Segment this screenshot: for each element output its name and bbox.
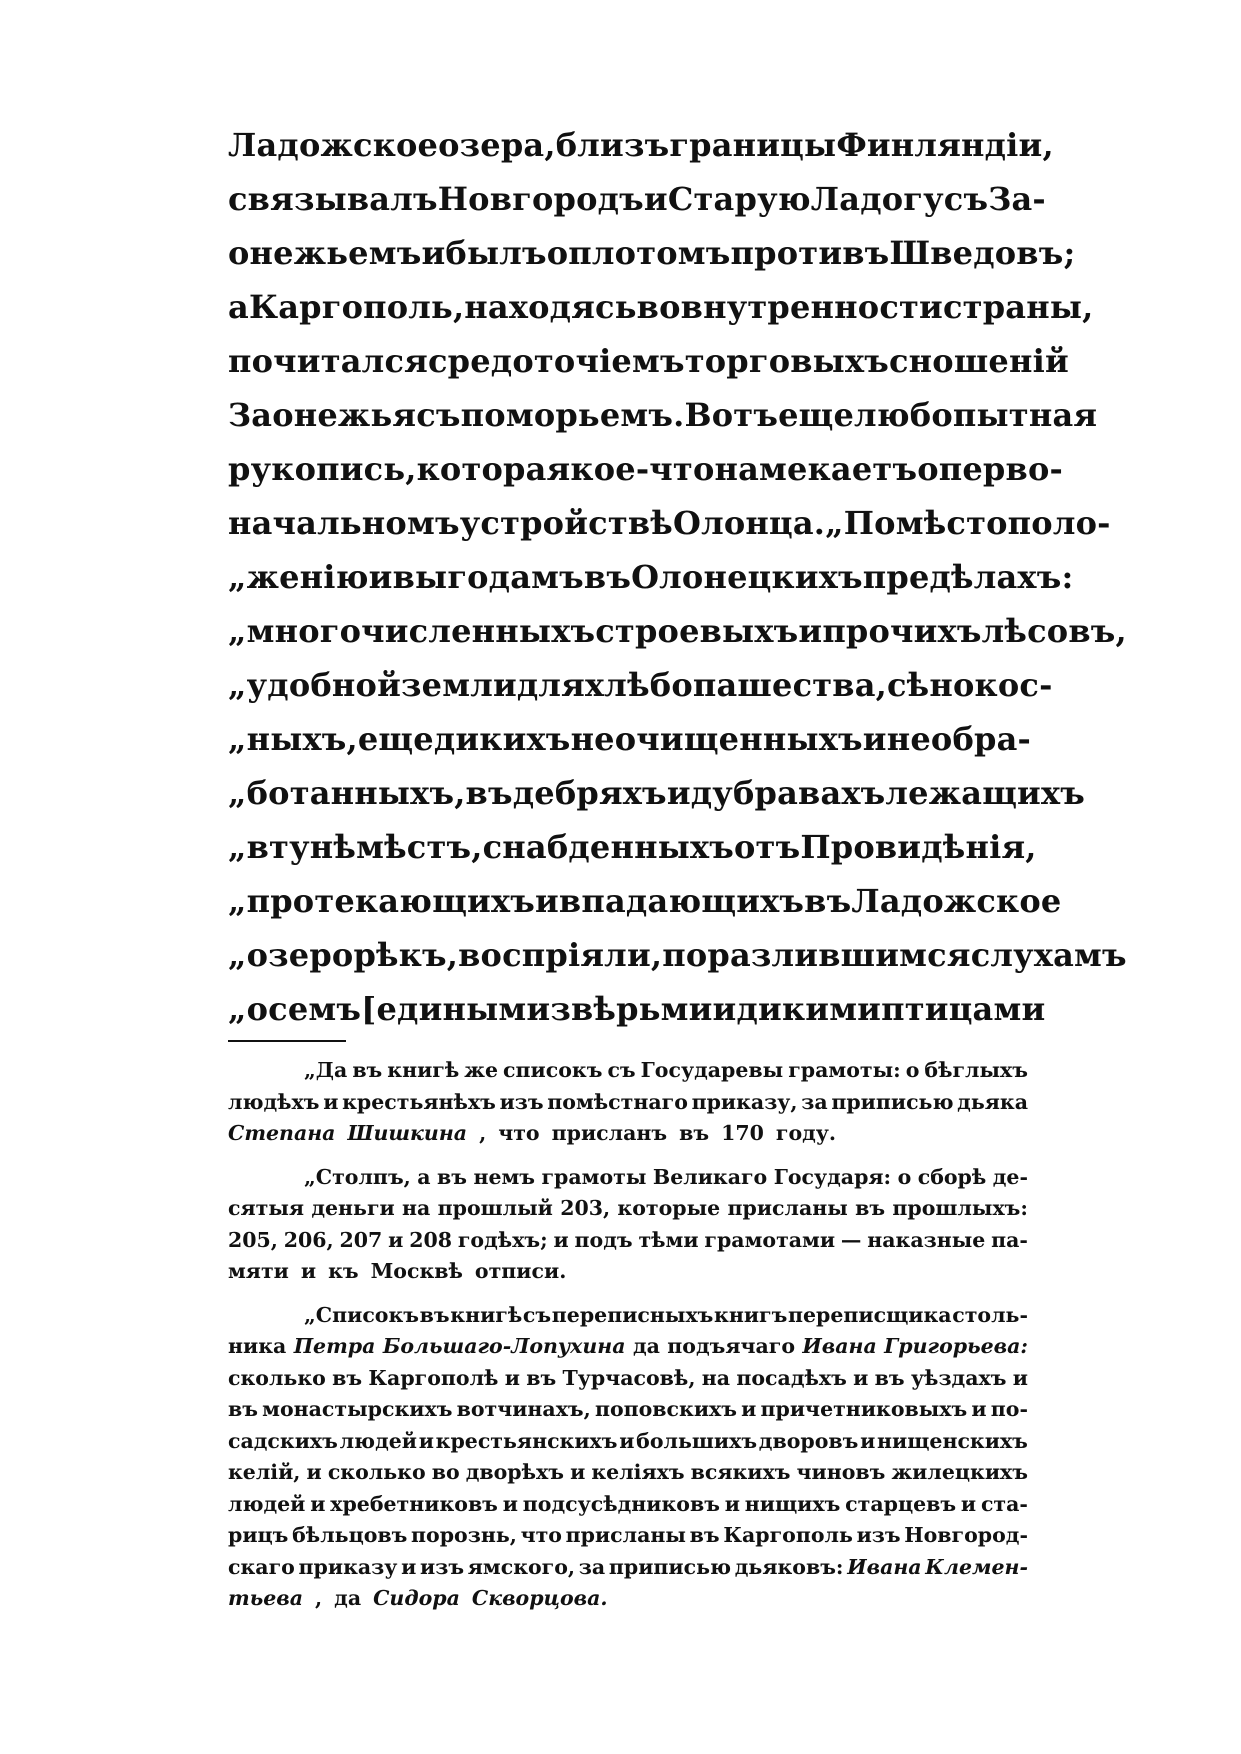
word: Великаго [652,1164,768,1189]
word: рукопись, [228,450,417,488]
word: изъ [499,1089,544,1114]
word: ста- [980,1491,1028,1516]
word: Петра [293,1334,376,1358]
word: лежащихъ [885,774,1085,812]
text-line [228,442,1063,496]
word: па- [991,1227,1028,1252]
word: Государя: [773,1164,892,1189]
word: 205, [228,1227,278,1252]
word: границы [669,126,837,164]
footnote-paragraph [228,1055,1028,1150]
text-line [228,982,1046,1036]
word: въ [228,1397,258,1421]
word: устройствѣ [459,504,673,542]
word: разлившимся [707,936,971,974]
word: „По [825,504,896,542]
word: и [724,1491,740,1516]
word: изъ [420,1554,465,1579]
word: съ [943,180,989,218]
word: за [578,1554,606,1579]
word: изъ [856,1523,901,1547]
word: сколько [327,1460,426,1484]
word: въ [437,1164,467,1189]
word: ника [228,1334,287,1358]
footnote-line [228,1583,1028,1615]
word: Новгородъ [437,180,644,218]
word: Ивана [847,1554,922,1579]
word: что [520,1523,562,1547]
word: въ [804,882,852,920]
word: и [306,1460,322,1484]
word: не [886,720,931,758]
footnote-line [228,1394,1028,1426]
word: и [619,1428,635,1453]
word: онежьемъ [228,234,422,272]
word: а [417,1164,431,1189]
word: людѣхъ [228,1089,320,1114]
word: и [310,1491,326,1516]
word: деньги [311,1196,395,1220]
word: въ [465,774,513,812]
word: лѣсовъ, [981,612,1127,650]
word: тьева [228,1586,304,1610]
word: птицами [881,990,1046,1028]
word: грамотами [704,1227,836,1252]
word: нищенскихъ [877,1428,1028,1453]
word: строевыхъ [595,612,799,650]
word: дьяковъ: [734,1554,844,1579]
word: съ [607,1058,636,1082]
word: же [464,1058,499,1082]
footnote-line [228,1363,1028,1395]
word: да [632,1334,660,1358]
word: книгѣ [450,1302,523,1327]
word: о [897,1164,912,1189]
word: и [643,180,668,218]
word: присланъ [551,1121,668,1145]
word: воспріяли, [458,936,663,974]
word: „многочисленныхъ [228,612,596,650]
word: и [666,774,691,812]
word: и [712,990,737,1028]
word: торговыхъ [684,342,889,380]
word: находясь [464,288,637,326]
word: людей [339,1428,417,1453]
footnote-line [228,1457,1028,1489]
word: Каргополь, [248,288,465,326]
footnote-paragraph [228,1300,1028,1615]
word: перво- [938,450,1063,488]
word: рицъ [228,1523,289,1547]
word: выгодамъ [392,558,584,596]
word: „Списокъ [304,1302,420,1327]
word: очищенныхъ [614,720,863,758]
word: во [431,1460,460,1484]
word: Каргополѣ [368,1365,499,1390]
word: снабденныхъ [482,828,734,866]
word: въ [419,1302,450,1327]
word: и [323,1089,339,1114]
word: приказу, [691,1089,798,1114]
word: Сидора [373,1586,460,1610]
word: въ [679,1121,710,1145]
word: и [300,1259,317,1283]
word: Турчасовѣ, [562,1365,696,1390]
word: и [570,1460,586,1484]
word: обра- [930,720,1031,758]
word: и [862,720,887,758]
word: Ладогу [810,180,944,218]
word: и [368,558,393,596]
word: жилецкихъ [891,1460,1028,1484]
word: Степана [228,1121,336,1145]
word: дворѣхъ [465,1460,564,1484]
text-line [228,550,1074,604]
text-line [228,766,1085,820]
word: грамоты: [788,1058,901,1082]
word: уѣздахъ [910,1365,1007,1390]
word: средоточіемъ [427,342,685,380]
word: „втунѣ [228,828,357,866]
word: Клемен- [925,1554,1028,1579]
footnote-line [228,1118,1028,1150]
word: съ [416,396,461,434]
word: да [334,1586,362,1610]
word: рѣкъ, [353,936,459,974]
word: дьяка [957,1089,1028,1114]
text-line [228,928,1127,982]
word: Вотъ [684,396,779,434]
word: почитался [228,342,428,380]
word: подъячаго [667,1334,796,1358]
footnote-line [228,1331,1028,1363]
word: семъ [268,990,362,1028]
word: садскихъ [228,1428,338,1453]
word: наказные [867,1227,986,1252]
word: на [402,1196,431,1220]
word: и [502,1491,518,1516]
word: сношеній [888,342,1069,380]
word: прошлыхъ: [892,1196,1028,1220]
word: крестьянѣхъ [342,1089,496,1114]
word: книгъ [714,1302,788,1327]
word: „протекающихъ [228,882,535,920]
footnote-divider [228,1040,346,1042]
word: близъ [555,126,670,164]
word: въ [689,1523,720,1547]
text-line [228,388,1098,442]
word: переписныхъ [551,1302,714,1327]
word: оплотомъ [546,234,731,272]
word: и [534,882,559,920]
word: въ [332,1365,363,1390]
word: „Да [304,1058,348,1082]
word: старцевъ [845,1491,957,1516]
word: дебряхъ [512,774,667,812]
word: [едиными [361,990,551,1028]
word: прошлый [437,1196,553,1220]
word: сѣнокос- [887,666,1053,704]
word: противъ [730,234,890,272]
word: дворовъ [758,1428,859,1453]
word: страны, [942,288,1094,326]
word: тѣми [638,1227,699,1252]
word: въ [352,1058,383,1082]
word: поморьемъ. [460,396,685,434]
word: по- [990,1397,1028,1421]
word: — [840,1227,862,1252]
word: еще [357,720,434,758]
word: приказу [298,1554,398,1579]
word: которая [416,450,571,488]
word: Государевы [640,1058,784,1082]
word: Большаго-Лопухина [382,1334,626,1358]
word: крестьянскихъ [435,1428,618,1453]
text-line [228,658,1053,712]
word: присланы [565,1523,686,1547]
footnote-line [228,1193,1028,1225]
word: немъ [473,1164,536,1189]
word: монастырскихъ [262,1397,453,1421]
word: сятыя [228,1196,305,1220]
word: грамоты [541,1164,647,1189]
word: и [388,1227,404,1252]
word: мяти [228,1259,289,1283]
word: порознь, [411,1523,517,1547]
word: Олонецкихъ [631,558,863,596]
word: переписщика [788,1302,952,1327]
word: которые [617,1196,721,1220]
word: любопытная [854,396,1098,434]
word: внутренности [680,288,943,326]
text-line [228,172,1046,226]
word: 206, [283,1227,334,1252]
word: „о [228,990,269,1028]
word: и [421,234,446,272]
footnote-line [228,1225,1028,1257]
word: и [553,1227,569,1252]
word: о [917,450,939,488]
text-line [228,118,1054,172]
text-line [228,604,1127,658]
word: всякихъ [690,1460,791,1484]
word: звѣрьми [550,990,713,1028]
word: на [701,1365,731,1390]
word: „ныхъ, [228,720,358,758]
word: Москвѣ [370,1259,463,1283]
footnote-line [228,1552,1028,1584]
word: „удобной [228,666,402,704]
word: Провидѣнія, [800,828,1037,866]
word: дикими [736,990,882,1028]
word: „Столпъ, [304,1164,411,1189]
word: присланы [727,1196,848,1220]
text-line [228,874,1062,928]
word: и [860,1428,876,1453]
word: отъ [734,828,801,866]
word: къ [328,1259,359,1283]
word: келіяхъ [591,1460,685,1484]
word: Шведовъ; [889,234,1076,272]
footnote-line [228,1087,1028,1119]
word: 170 [721,1121,764,1145]
word: а [228,288,249,326]
footnote-line [228,1256,1028,1288]
word: мѣстополо- [895,504,1111,542]
word: людей [228,1491,306,1516]
word: сколько [228,1365,326,1390]
word: земли [401,666,517,704]
word: въ [583,558,632,596]
word: приписью [831,1089,954,1114]
word: списокъ [503,1058,603,1082]
footnote-line [228,1520,1028,1552]
word: посадѣхъ [736,1365,847,1390]
word: не [570,720,615,758]
word: кое-что [570,450,715,488]
word: слухамъ [970,936,1127,974]
word: что [498,1121,540,1145]
word: сборѣ [917,1164,987,1189]
word: „ботанныхъ, [228,774,466,812]
word: вотчинахъ, [456,1397,591,1421]
word: , [315,1586,323,1610]
word: Старую [667,180,811,218]
word: хребетниковъ [330,1491,498,1516]
footnote-line [228,1489,1028,1521]
word: подсусѣдниковъ [522,1491,720,1516]
footnote-paragraph [228,1162,1028,1288]
footnote-line [228,1055,1028,1087]
word: начальномъ [228,504,460,542]
word: въ [874,1365,905,1390]
word: Шишкина [347,1121,468,1145]
word: Каргополь [723,1523,853,1547]
word: по [662,936,708,974]
word: большихъ [636,1428,758,1453]
word: еще [778,396,855,434]
word: для [516,666,586,704]
word: столь- [952,1302,1028,1327]
footnote-line [228,1300,1028,1332]
word: связывалъ [228,180,438,218]
word: Олонца. [673,504,826,542]
word: во [636,288,681,326]
word: хлѣбопашества, [585,666,887,704]
word: озера, [438,126,556,164]
word: въ [526,1365,557,1390]
word: годѣхъ; [457,1227,548,1252]
word: келій, [228,1460,301,1484]
text-line [228,226,1076,280]
word: и [960,1491,977,1516]
word: де- [992,1164,1028,1189]
word: за [801,1089,828,1114]
word: подъ [574,1227,633,1252]
word: и [1012,1365,1028,1390]
word: нищихъ [744,1491,841,1516]
word: былъ [445,234,547,272]
word: дубравахъ [690,774,886,812]
text-line [228,496,1111,550]
word: Григорьева: [884,1334,1028,1358]
main-text-block [228,118,1127,1036]
text-line [228,820,1037,874]
word: и [798,612,823,650]
word: отписи. [474,1259,567,1283]
word: 203, [560,1196,611,1220]
word: и [504,1365,520,1390]
word: Ивана [802,1334,877,1358]
word: ямского, [467,1554,576,1579]
word: Финляндіи, [836,126,1054,164]
word: „озеро [228,936,354,974]
word: книгѣ [387,1058,460,1082]
word: и [418,1428,434,1453]
word: , [479,1121,487,1145]
footnote-line [228,1162,1028,1194]
word: впадающихъ [558,882,805,920]
word: „женію [228,558,369,596]
word: о [905,1058,920,1082]
word: намекаетъ [714,450,918,488]
word: поповскихъ [594,1397,737,1421]
word: бѣльцовъ [292,1523,408,1547]
word: прочихъ [822,612,982,650]
footnotes-block [228,1055,1028,1627]
word: въ [855,1196,886,1220]
word: и [741,1397,757,1421]
word: 208 [409,1227,452,1252]
word: За- [988,180,1046,218]
word: Заонежья [228,396,417,434]
word: и [853,1365,869,1390]
word: Ладожское [851,882,1062,920]
word: помѣстнаго [547,1089,688,1114]
word: Ладожское [228,126,439,164]
word: причетниковыхъ [760,1397,968,1421]
word: мѣстъ, [356,828,483,866]
footnote-line [228,1426,1028,1458]
text-line [228,334,1069,388]
word: приписью [608,1554,732,1579]
word: предѣлахъ: [862,558,1074,596]
word: бѣглыхъ [924,1058,1028,1082]
word: Новгород- [904,1523,1028,1547]
word: и [971,1397,987,1421]
word: году. [775,1121,837,1145]
word: съ [522,1302,552,1327]
word: дикихъ [433,720,571,758]
word: и [401,1554,417,1579]
word: чиновъ [796,1460,886,1484]
word: скаго [228,1554,295,1579]
word: Скворцова. [471,1586,608,1610]
text-line [228,712,1031,766]
text-line [228,280,1094,334]
word: 207 [339,1227,383,1252]
